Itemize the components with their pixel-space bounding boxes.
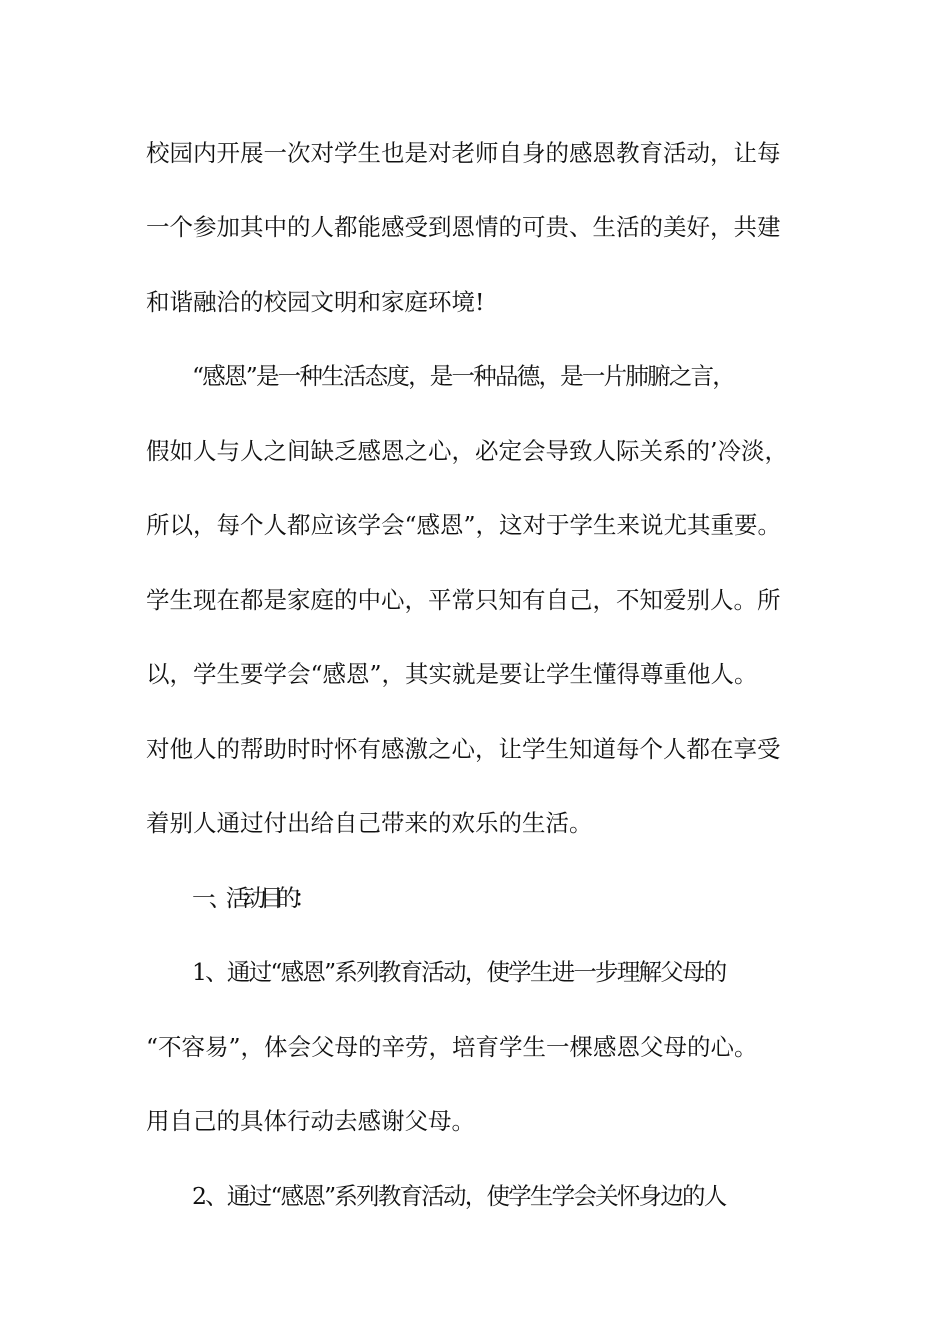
text-line: 校园内开展一次对学生也是对老师自身的感恩教育活动，让每 (146, 139, 781, 167)
text-line: 着别人通过付出给自己带来的欢乐的生活。 (146, 809, 593, 837)
section-heading: 一、活动目的： (192, 884, 311, 912)
text-line: 用自己的具体行动去感谢父母。 (146, 1107, 475, 1135)
text-line: 以，学生要学会“感恩”，其实就是要让学生懂得尊重他人。 (146, 660, 758, 688)
text-line: 对他人的帮助时时怀有感激之心，让学生知道每个人都在享受 (146, 735, 781, 763)
text-line: 一个参加其中的人都能感受到恩情的可贵、生活的美好，共建 (146, 213, 781, 241)
text-line: 假如人与人之间缺乏感恩之心，必定会导致人际关系的’冷淡， (146, 437, 788, 465)
paragraph-start-line: 2、通过“感恩”系列教育活动，使学生学会关怀身边的人 (192, 1182, 726, 1210)
paragraph-start-line: 1、通过“感恩”系列教育活动，使学生进一步理解父母的 (192, 958, 726, 986)
text-line: 所以，每个人都应该学会“感恩”，这对于学生来说尤其重要。 (146, 511, 782, 539)
text-line: 和谐融洽的校园文明和家庭环境! (146, 288, 485, 316)
text-line: “不容易”，体会父母的辛劳，培育学生一棵感恩父母的心。 (146, 1033, 758, 1061)
text-line: 学生现在都是家庭的中心，平常只知有自己，不知爱别人。所 (146, 586, 781, 614)
paragraph-start-line: “感恩”是一种生活态度，是一种品德，是一片肺腑之言， (192, 362, 735, 390)
